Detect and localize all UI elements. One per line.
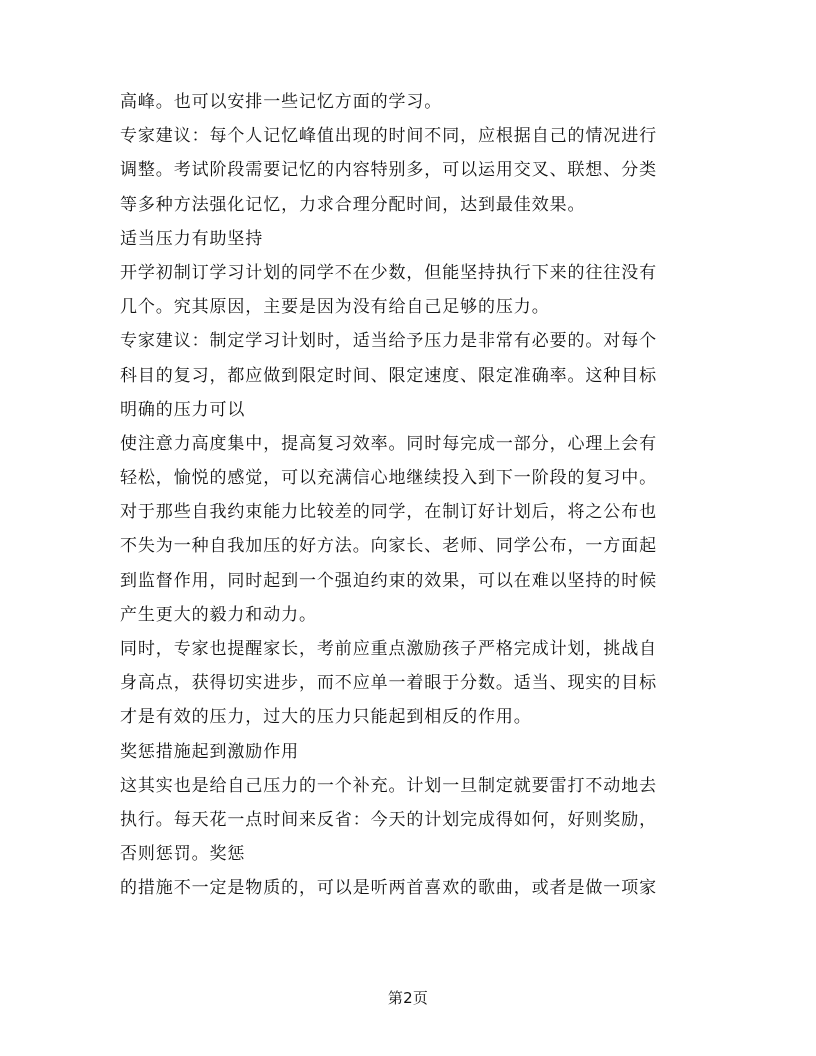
page-number: 第2页 [387, 989, 429, 1007]
text-line: 才是有效的压力，过大的压力只能起到相反的作用。 [120, 707, 532, 728]
text-line: 执行。每天花一点时间来反省：今天的计划完成得如何，好则奖励， [120, 809, 657, 830]
text-line: 科目的复习，都应做到限定时间、限定速度、限定准确率。这种目标 [120, 365, 657, 386]
section-heading: 适当压力有助坚持 [120, 228, 264, 249]
text-line: 使注意力高度集中，提高复习效率。同时每完成一部分，心理上会有 [120, 433, 657, 454]
text-line: 高峰。也可以安排一些记忆方面的学习。 [120, 92, 443, 112]
text-line: 几个。究其原因，主要是因为没有给自己足够的压力。 [120, 297, 550, 318]
text-line: 专家建议：每个人记忆峰值出现的时间不同，应根据自己的情况进行 [120, 126, 657, 147]
text-line: 专家建议：制定学习计划时，适当给予压力是非常有必要的。对每个 [120, 331, 657, 352]
text-line: 开学初制订学习计划的同学不在少数，但能坚持执行下来的往往没有 [120, 262, 657, 283]
text-line: 到监督作用，同时起到一个强迫约束的效果，可以在难以坚持的时候 [120, 570, 657, 591]
document-body [120, 92, 700, 913]
text-line: 调整。考试阶段需要记忆的内容特别多，可以运用交叉、联想、分类 [120, 160, 657, 181]
text-line: 身高点，获得切实进步，而不应单一着眼于分数。适当、现实的目标 [120, 673, 657, 694]
text-line: 对于那些自我约束能力比较差的同学，在制订好计划后，将之公布也 [120, 502, 657, 523]
section-heading: 奖惩措施起到激励作用 [120, 741, 299, 762]
text-line: 等多种方法强化记忆，力求合理分配时间，达到最佳效果。 [120, 194, 586, 215]
text-line: 否则惩罚。奖惩 [120, 844, 246, 865]
text-line: 同时，专家也提醒家长，考前应重点激励孩子严格完成计划，挑战自 [120, 639, 657, 659]
text-line: 这其实也是给自己压力的一个补充。计划一旦制定就要雷打不动地去 [120, 775, 657, 796]
text-line: 的措施不一定是物质的，可以是听两首喜欢的歌曲，或者是做一项家 [120, 878, 657, 899]
text-line: 轻松，愉悦的感觉，可以充满信心地继续投入到下一阶段的复习中。 [120, 468, 657, 489]
text-line: 明确的压力可以 [120, 399, 246, 420]
text-line: 不失为一种自我加压的好方法。向家长、老师、同学公布，一方面起 [120, 536, 657, 557]
text-line: 产生更大的毅力和动力。 [120, 604, 317, 625]
